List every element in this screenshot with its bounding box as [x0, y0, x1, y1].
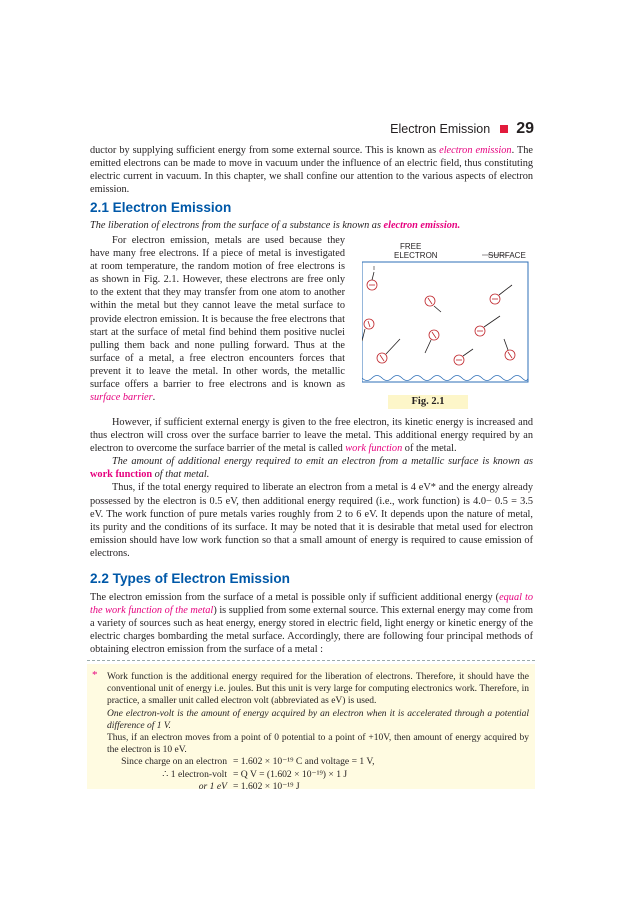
def-term: electron emission. — [383, 220, 461, 231]
label-free: FREE — [400, 243, 422, 251]
bottom-wavy-edge — [362, 376, 528, 381]
page-number: 29 — [516, 120, 534, 137]
equation-rhs: = 1.602 × 10⁻¹⁹ J — [233, 780, 300, 792]
footnote-line-2: One electron-volt is the amount of energy acquired by an electron when it is accelerated through a potential difference of 1 V. — [107, 708, 529, 731]
s22-text-2: ) is supplied from some external source. This external energy may come from a variety of sources such as heat energy, energy stored in electric field, light energy or kinetic energy of the electric charges bombarding the metal surface. Accordingly, there are following four principal methods of obtaining electron emission from the surface of a metal : — [90, 605, 533, 656]
term-electron-emission: electron emission — [439, 145, 512, 156]
section-2-2 — [90, 570, 533, 656]
section-2-2-para — [90, 591, 533, 656]
para-1-end: . — [152, 392, 156, 404]
definition-electron-emission — [90, 219, 533, 232]
electron — [504, 339, 515, 360]
def-text: The liberation of electrons from the surface of a substance is known as — [90, 220, 384, 231]
equation-lhs: ∴ 1 electron-volt — [162, 768, 227, 780]
red-square-icon — [500, 125, 508, 133]
def2-text: The amount of additional energy required to emit an electron from a metallic surface is known as — [112, 456, 533, 468]
equation-row — [107, 756, 529, 768]
running-header — [390, 120, 534, 138]
footnote-line-1: Work function is the additional energy required for the liberation of electrons. Therefore, it should have the conventional unit of energy i.e. joules. But this unit is very large for computing electronics work. Therefore, in practice, a smaller unit called electron volt (abbreviated as eV) is used. — [107, 672, 529, 707]
footnote-divider — [87, 660, 535, 662]
para-2-text: However, if sufficient external energy is given to the free electron, its kinetic energy is increased and thus electron will cross over the surface barrier to leave the metal. This additional energy required by an electron to overcome the surface barrier of the metal is called — [90, 417, 533, 455]
electron — [475, 316, 500, 336]
s22-emphasis: equal to the work function of the metal — [90, 592, 534, 617]
section-2-2-heading: 2.2 Types of Electron Emission — [90, 571, 290, 586]
figure-caption: Fig. 2.1 — [388, 395, 468, 409]
para-3: Thus, if the total energy required to liberate an electron from a metal is 4 eV* and the energy already possessed by the electron is 0.5 eV, then additional energy required (i.e., work function) is 4.0− 0.5 = 3.5 eV. The work function of pure metals varies roughly from 2 to 6 eV. It depends upon the nature of metal, its purity and the conditions of its surface. It may be noted that it is desirable that metal used for electron emission should have low work function so that a small amount of energy is required to cause emission of electrons. — [90, 482, 533, 559]
electron — [454, 349, 473, 365]
electron — [425, 296, 441, 312]
para-1-text: For electron emission, metals are used because they have many free electrons. If a piece of metal is investigated at room temperature, the random motion of free electrons is as shown in Fig. 2.1. However, these electrons are free only to the extent that they may transfer from one atom to another within the metal but they cannot leave the metal surface to provide electron emission. It is because the free electrons that start at the surface of metal find behind them positive nuclei pulling them back and none pulling forward. Thus at the surface of a metal, a free electron encounters forces that prevent it to leave the metal. In other words, the metallic surface offers a barrier to free electrons and is known as — [90, 235, 345, 391]
intro-paragraph — [90, 144, 533, 196]
running-title: Electron Emission — [390, 122, 491, 136]
term-surface-barrier: surface barrier — [90, 392, 153, 404]
footnote-line-3: Thus, if an electron moves from a point of 0 potential to a point of +10V, then amount of energy acquired by the electron is 10 eV. — [107, 733, 529, 756]
para-2-end: of the metal. — [402, 443, 457, 455]
def2-end: of that metal. — [152, 469, 210, 481]
electron — [367, 272, 377, 290]
term-work-function: work function — [345, 443, 403, 455]
s22-text-1: The electron emission from the surface of a metal is possible only if sufficient additional energy ( — [90, 592, 500, 603]
label-electron: ELECTRON — [394, 251, 438, 260]
equation-row — [107, 769, 529, 781]
section-2-1-continued — [90, 416, 533, 560]
equation-row — [107, 781, 529, 793]
equation-rhs: = Q V = (1.602 × 10⁻¹⁹) × 1 J — [233, 768, 348, 780]
equation-lhs: or 1 eV — [198, 780, 227, 792]
intro-text-2: . The emitted electrons can be made to move in vacuum under the influence of an electric field, thus constituting electric current in vacuum. In this chapter, we shall confine our attention to the various aspects of electron emission. — [90, 145, 533, 196]
electron — [377, 339, 400, 363]
footnote-content — [107, 671, 529, 793]
electrons — [362, 272, 515, 365]
label-surface: SURFACE — [488, 251, 526, 260]
equation-rhs: = 1.602 × 10⁻¹⁹ C and voltage = 1 V, — [233, 756, 375, 768]
electron — [490, 285, 512, 304]
electron — [425, 330, 439, 353]
definition-work-function — [90, 455, 533, 481]
electron — [362, 319, 374, 341]
section-2-1-para-1 — [90, 234, 345, 404]
footnote-marker: * — [92, 669, 98, 681]
para-2 — [90, 416, 533, 455]
footnote-box — [87, 664, 535, 792]
section-2-1-heading: 2.1 Electron Emission — [90, 200, 232, 215]
section-2-1 — [90, 199, 533, 232]
metal-surface-box — [362, 262, 528, 382]
intro-text-1: ductor by supplying sufficient energy from some external source. This is known as — [90, 145, 440, 156]
def2-term: work function — [90, 469, 153, 481]
equation-lhs: Since charge on an electron — [121, 756, 227, 768]
figure-2-1 — [362, 243, 532, 413]
